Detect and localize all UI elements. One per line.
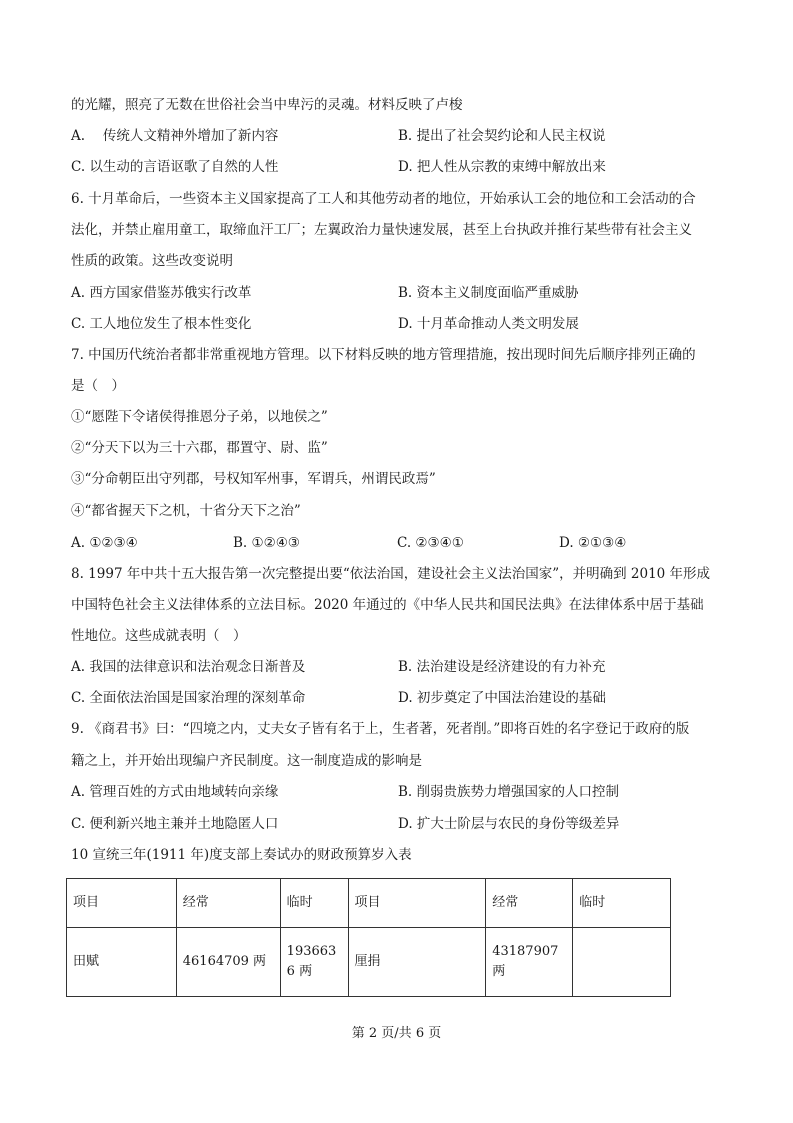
q5-option-c: C. 以生动的言语讴歌了自然的人性 bbox=[71, 159, 279, 175]
q5-option-b: B. 提出了社会契约论和人民主权说 bbox=[398, 128, 606, 144]
q7-item-4: ④“都省握天下之机，十省分天下之治” bbox=[71, 503, 301, 519]
q9-option-a: A. 管理百姓的方式由地域转向亲缘 bbox=[71, 784, 279, 800]
q6-stem-line-2: 法化，并禁止雇用童工，取缔血汗工厂；左翼政治力量快速发展，甚至上台执政并推行某些带有社会主义 bbox=[71, 222, 692, 238]
q9-stem-line-2: 籍之上，并开始出现编户齐民制度。这一制度造成的影响是 bbox=[71, 753, 422, 769]
table-cell bbox=[573, 928, 671, 997]
q6-option-b: B. 资本主义制度面临严重威胁 bbox=[398, 285, 579, 301]
q7-option-b: B. ①②④③ bbox=[233, 535, 300, 551]
q8-stem-line-1: 8. 1997 年中共十五大报告第一次完整提出要“依法治国，建设社会主义法治国家”，并明确到 2010 年形成 bbox=[71, 566, 711, 582]
q6-stem-line-1: 6. 十月革命后，一些资本主义国家提高了工人和其他劳动者的地位，开始承认工会的地位和工会活动的合 bbox=[71, 191, 696, 207]
q9-option-d: D. 扩大士阶层与农民的身份等级差异 bbox=[398, 816, 620, 832]
page-footer: 第 2 页/共 6 页 bbox=[351, 1026, 442, 1041]
table-cell: 1936636 两 bbox=[280, 928, 348, 997]
q9-stem-line-1: 9. 《商君书》曰：“四境之内，丈夫女子皆有名于上，生者著，死者削。”即将百姓的名字登记于政府的版 bbox=[71, 721, 690, 737]
q6-option-d: D. 十月革命推动人类文明发展 bbox=[398, 316, 579, 332]
table-header-row bbox=[67, 879, 671, 928]
q8-option-c: C. 全面依法治国是国家治理的深刻革命 bbox=[71, 690, 306, 706]
table-header-cell: 项目 bbox=[67, 879, 177, 928]
q8-stem-line-2: 中国特色社会主义法律体系的立法目标。2020 年通过的《中华人民共和国民法典》在法律体系中居于基础 bbox=[71, 597, 704, 613]
table-header-cell: 经常 bbox=[486, 879, 573, 928]
table-cell: 43187907 两 bbox=[486, 928, 573, 997]
q7-item-3: ③“分命朝臣出守列郡，号权知军州事，军谓兵，州谓民政焉” bbox=[71, 471, 436, 487]
q7-option-c: C. ②③④① bbox=[397, 535, 464, 551]
table-cell: 厘捐 bbox=[348, 928, 486, 997]
q5-stem-tail: 的光耀，照亮了无数在世俗社会当中卑污的灵魂。材料反映了卢梭 bbox=[71, 97, 463, 113]
budget-table bbox=[66, 878, 671, 997]
table-cell: 46164709 两 bbox=[176, 928, 280, 997]
q8-option-d: D. 初步奠定了中国法治建设的基础 bbox=[398, 690, 606, 706]
q6-option-a: A. 西方国家借鉴苏俄实行改革 bbox=[71, 285, 252, 301]
q8-stem-line-3: 性地位。这些成就表明（ ） bbox=[71, 628, 247, 644]
q5-option-a: A. 传统人文精神外增加了新内容 bbox=[71, 128, 279, 144]
q5-option-d: D. 把人性从宗教的束缚中解放出来 bbox=[398, 159, 606, 175]
table-cell: 田赋 bbox=[67, 928, 177, 997]
q7-option-a: A. ①②③④ bbox=[71, 535, 138, 551]
table-header-cell: 临时 bbox=[573, 879, 671, 928]
q7-item-2: ②“分天下以为三十六郡，郡置守、尉、监” bbox=[71, 440, 328, 456]
table-header-cell: 经常 bbox=[176, 879, 280, 928]
table-header-cell: 项目 bbox=[348, 879, 486, 928]
q6-stem-line-3: 性质的政策。这些改变说明 bbox=[71, 253, 233, 269]
q8-option-b: B. 法治建设是经济建设的有力补充 bbox=[398, 659, 606, 675]
q6-option-c: C. 工人地位发生了根本性变化 bbox=[71, 316, 252, 332]
q9-option-c: C. 便利新兴地主兼并土地隐匿人口 bbox=[71, 816, 279, 832]
q10-stem: 10 宣统三年(1911 年)度支部上奏试办的财政预算岁入表 bbox=[71, 847, 412, 863]
q7-stem-line-2: 是（ ） bbox=[71, 378, 125, 394]
q9-option-b: B. 削弱贵族势力增强国家的人口控制 bbox=[398, 784, 620, 800]
q7-stem-line-1: 7. 中国历代统治者都非常重视地方管理。以下材料反映的地方管理措施，按出现时间先后顺序排列正确的 bbox=[71, 347, 696, 363]
table-row bbox=[67, 928, 671, 997]
table-header-cell: 临时 bbox=[280, 879, 348, 928]
q7-option-d: D. ②①③④ bbox=[559, 535, 627, 551]
q7-item-1: ①“愿陛下令诸侯得推恩分子弟，以地侯之” bbox=[71, 409, 328, 425]
q8-option-a: A. 我国的法律意识和法治观念日渐普及 bbox=[71, 659, 306, 675]
